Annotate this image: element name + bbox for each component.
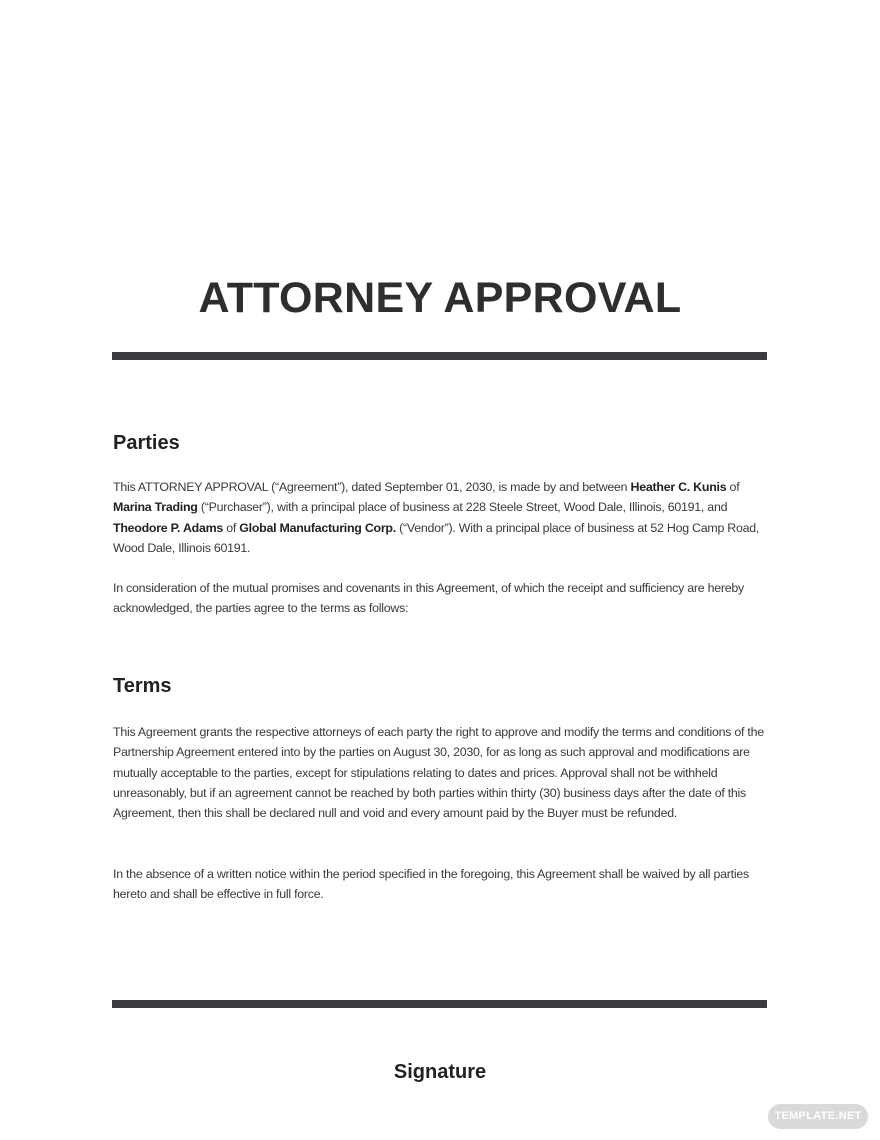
waiver-paragraph: In the absence of a written notice within the period specified in the foregoing, this Agreement shall be waived by all parties hereto and shall be effective in full force. (113, 867, 749, 902)
vendor-company: Global Manufacturing Corp. (239, 520, 396, 535)
purchaser-name: Heather C. Kunis (630, 480, 727, 494)
watermark-badge: TEMPLATE.NET (768, 1104, 868, 1129)
divider (112, 352, 767, 360)
text: This ATTORNEY APPROVAL (“Agreement”), dated September 01, 2030, is made by and between (113, 480, 631, 494)
consideration-paragraph: In consideration of the mutual promises and covenants in this Agreement, of which the receipt and sufficiency are hereby acknowledged, the parties agree to the terms as follows: (113, 581, 744, 616)
text: (“Vendor”). With a principal place of business at 52 Hog Camp Road, Wood Dale, Illinois 60191. (113, 520, 760, 555)
document-title: ATTORNEY APPROVAL (198, 274, 682, 322)
terms-paragraph: This Agreement grants the respective attorneys of each party the right to approve and modify the terms and conditions of the Partnership Agreement entered into by the parties on August 30, 2030, for as long as such approval and modifications are mutually acceptable to the parties, except for stipulations relating to dates and prices. Approval shall not be withheld unreasonably, but if an agreement cannot be reached by both parties within thirty (30) business days after the date of this Agreement, then this shall be declared null and void and every amount paid by the Buyer must be refunded. (113, 725, 764, 821)
terms-heading: Terms (113, 675, 172, 697)
text: (“Purchaser”), with a principal place of business at 228 Steele Street, Wood Dale, Illinois, 60191, and (197, 500, 728, 515)
text: of (223, 520, 240, 535)
divider (112, 1000, 767, 1008)
text: of (726, 480, 740, 494)
signature-heading: Signature (393, 1061, 487, 1083)
parties-heading: Parties (113, 432, 180, 454)
purchaser-company: Marina Trading (113, 500, 198, 515)
vendor-name: Theodore P. Adams (113, 520, 224, 535)
parties-paragraph (113, 477, 769, 558)
